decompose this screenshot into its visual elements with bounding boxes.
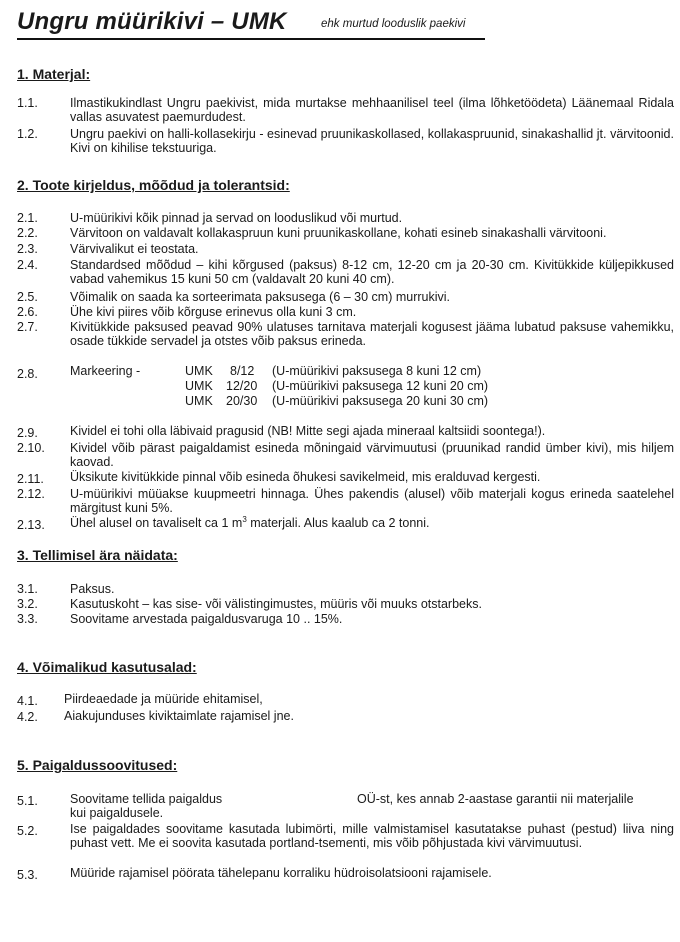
- item-number: 2.6.: [17, 305, 38, 319]
- item-number: 3.2.: [17, 597, 38, 611]
- item-text: Soovitame arvestada paigaldusvaruga 10 .. 15%.: [70, 612, 343, 626]
- item-text: Võimalik on saada ka sorteerimata paksusega (6 – 30 cm) murrukivi.: [70, 290, 451, 304]
- item-text: Ühe kivi piires võib kõrguse erinevus olla kuni 3 cm.: [70, 305, 357, 319]
- marking-code: UMK: [185, 364, 213, 378]
- item-text-continued: kui paigaldusele.: [70, 806, 164, 820]
- item-text: Kividel võib pärast paigaldamist esineda mõningaid värvimuutusi (pruunikad randid ümber kivi), mis hiljem kaovad.: [70, 441, 674, 469]
- item-number: 2.9.: [17, 426, 38, 440]
- title-subtitle: ehk murtud looduslik paekivi: [321, 18, 466, 30]
- item-text: Standardsed mõõdud – kihi kõrgused (paksus) 8-12 cm, 12-20 cm ja 20-30 cm. Kivitükkide küljepikkused vabad vahemikus 15 kuni 50 cm (valdavalt 20 kuni 40 cm).: [70, 258, 674, 286]
- marking-desc: (U-müürikivi paksusega 8 kuni 12 cm): [272, 364, 482, 378]
- item-text: Värvitoon on valdavalt kollakaspruun kuni pruunikaskollane, kohati esineb sinakashalli värvitooni.: [70, 226, 607, 240]
- section-heading-toote-kirjeldus: 2. Toote kirjeldus, mõõdud ja tolerantsid:: [17, 177, 290, 193]
- item-number: 3.3.: [17, 612, 38, 626]
- item-number: 1.2.: [17, 127, 38, 141]
- item-text: Paksus.: [70, 582, 115, 596]
- marking-code: UMK: [185, 394, 213, 408]
- item-number: 2.12.: [17, 487, 45, 501]
- item-text: Piirdeaedade ja müüride ehitamisel,: [64, 692, 263, 706]
- section-heading-tellimisel: 3. Tellimisel ära näidata:: [17, 547, 178, 563]
- item-number: 2.13.: [17, 518, 45, 532]
- item-text-left: Soovitame tellida paigaldus: [70, 792, 223, 806]
- item-number: 5.3.: [17, 868, 38, 882]
- item-text: [70, 516, 430, 530]
- item-text-right: OÜ-st, kes annab 2-aastase garantii nii materjalile: [357, 792, 634, 806]
- item-number: 2.7.: [17, 320, 38, 334]
- item-number: 5.2.: [17, 824, 38, 838]
- item-text: Kividel ei tohi olla läbivaid pragusid (NB! Mitte segi ajada mineraal kaltsiidi soontega!).: [70, 424, 546, 438]
- item-number: 4.1.: [17, 694, 38, 708]
- marking-code: UMK: [185, 379, 213, 393]
- item-number: 2.10.: [17, 441, 45, 455]
- section-heading-paigaldussoovitused: 5. Paigaldussoovitused:: [17, 757, 178, 773]
- superscript-3: 3: [242, 514, 247, 524]
- item-text: Aiakujunduses kiviktaimlate rajamisel jne.: [64, 709, 294, 723]
- item-text: Ilmastikukindlast Ungru paekivist, mida murtakse mehhaanilisel teel (ilma lõhketöödeta) Läänemaal Ridala vallas asuvatest paemurdudest.: [70, 96, 674, 124]
- item-text: Ungru paekivi on halli-kollasekirju - esinevad pruunikaskollased, kollakaspruunid, sinakashallid jt. värvitoonid. Kivi on kihilise tekstuuriga.: [70, 127, 674, 155]
- item-number: 2.1.: [17, 211, 38, 225]
- item-number: 2.11.: [17, 472, 44, 486]
- marking-size: 12/20: [226, 379, 258, 393]
- marking-size: 20/30: [226, 394, 258, 408]
- marking-desc: (U-müürikivi paksusega 20 kuni 30 cm): [272, 394, 489, 408]
- item-text-part: materjali. Alus kaalub ca 2 tonni.: [246, 516, 430, 530]
- item-number: 2.4.: [17, 258, 38, 272]
- item-number: 1.1.: [17, 96, 38, 110]
- item-number: 5.1.: [17, 794, 38, 808]
- title-main: Ungru müürikivi – UMK: [17, 8, 287, 35]
- markeering-label: Markeering -: [70, 364, 141, 378]
- item-number: 3.1.: [17, 582, 38, 596]
- section-heading-materjal: 1. Materjal:: [17, 66, 91, 82]
- marking-desc: (U-müürikivi paksusega 12 kuni 20 cm): [272, 379, 489, 393]
- item-text: U-müürikivi müüakse kuupmeetri hinnaga. Ühes pakendis (alusel) võib materjali kogus erineda saatelehel märgitust kuni 5%.: [70, 487, 674, 515]
- item-number: 2.3.: [17, 242, 38, 256]
- item-number: 2.5.: [17, 290, 38, 304]
- item-text: U-müürikivi kõik pinnad ja servad on looduslikud või murtud.: [70, 211, 403, 225]
- item-text-part: Ühel alusel on tavaliselt ca 1 m: [70, 516, 243, 530]
- item-text: Värvivalikut ei teostata.: [70, 242, 199, 256]
- marking-size: 8/12: [230, 364, 255, 378]
- section-heading-kasutusalad: 4. Võimalikud kasutusalad:: [17, 659, 197, 675]
- item-number: 4.2.: [17, 710, 38, 724]
- item-text: Kivitükkide paksused peavad 90% ulatuses tarnitava materjali kogusest jääma lubatud paksuse vahemikku, osade tükkide servadel ja otstes võib paksus erineda.: [70, 320, 674, 348]
- item-text: Müüride rajamisel pöörata tähelepanu korraliku hüdroisolatsiooni rajamisele.: [70, 866, 492, 880]
- item-text: Üksikute kivitükkide pinnal võib esineda õhukesi savikelmeid, mis eralduvad kergesti.: [70, 470, 541, 484]
- item-text: Ise paigaldades soovitame kasutada lubimörti, mille valmistamisel kasutatakse puhast (pestud) liiva ning puhast vett. Me ei soovita kasutada portland-tsementi, mis võib põhjustada kivi värvimuutusi.: [70, 822, 674, 850]
- document-title: [17, 8, 485, 40]
- item-number: 2.2.: [17, 226, 38, 240]
- item-number: 2.8.: [17, 367, 38, 381]
- item-text: Kasutuskoht – kas sise- või välistingimustes, müüris või muuks otstarbeks.: [70, 597, 482, 611]
